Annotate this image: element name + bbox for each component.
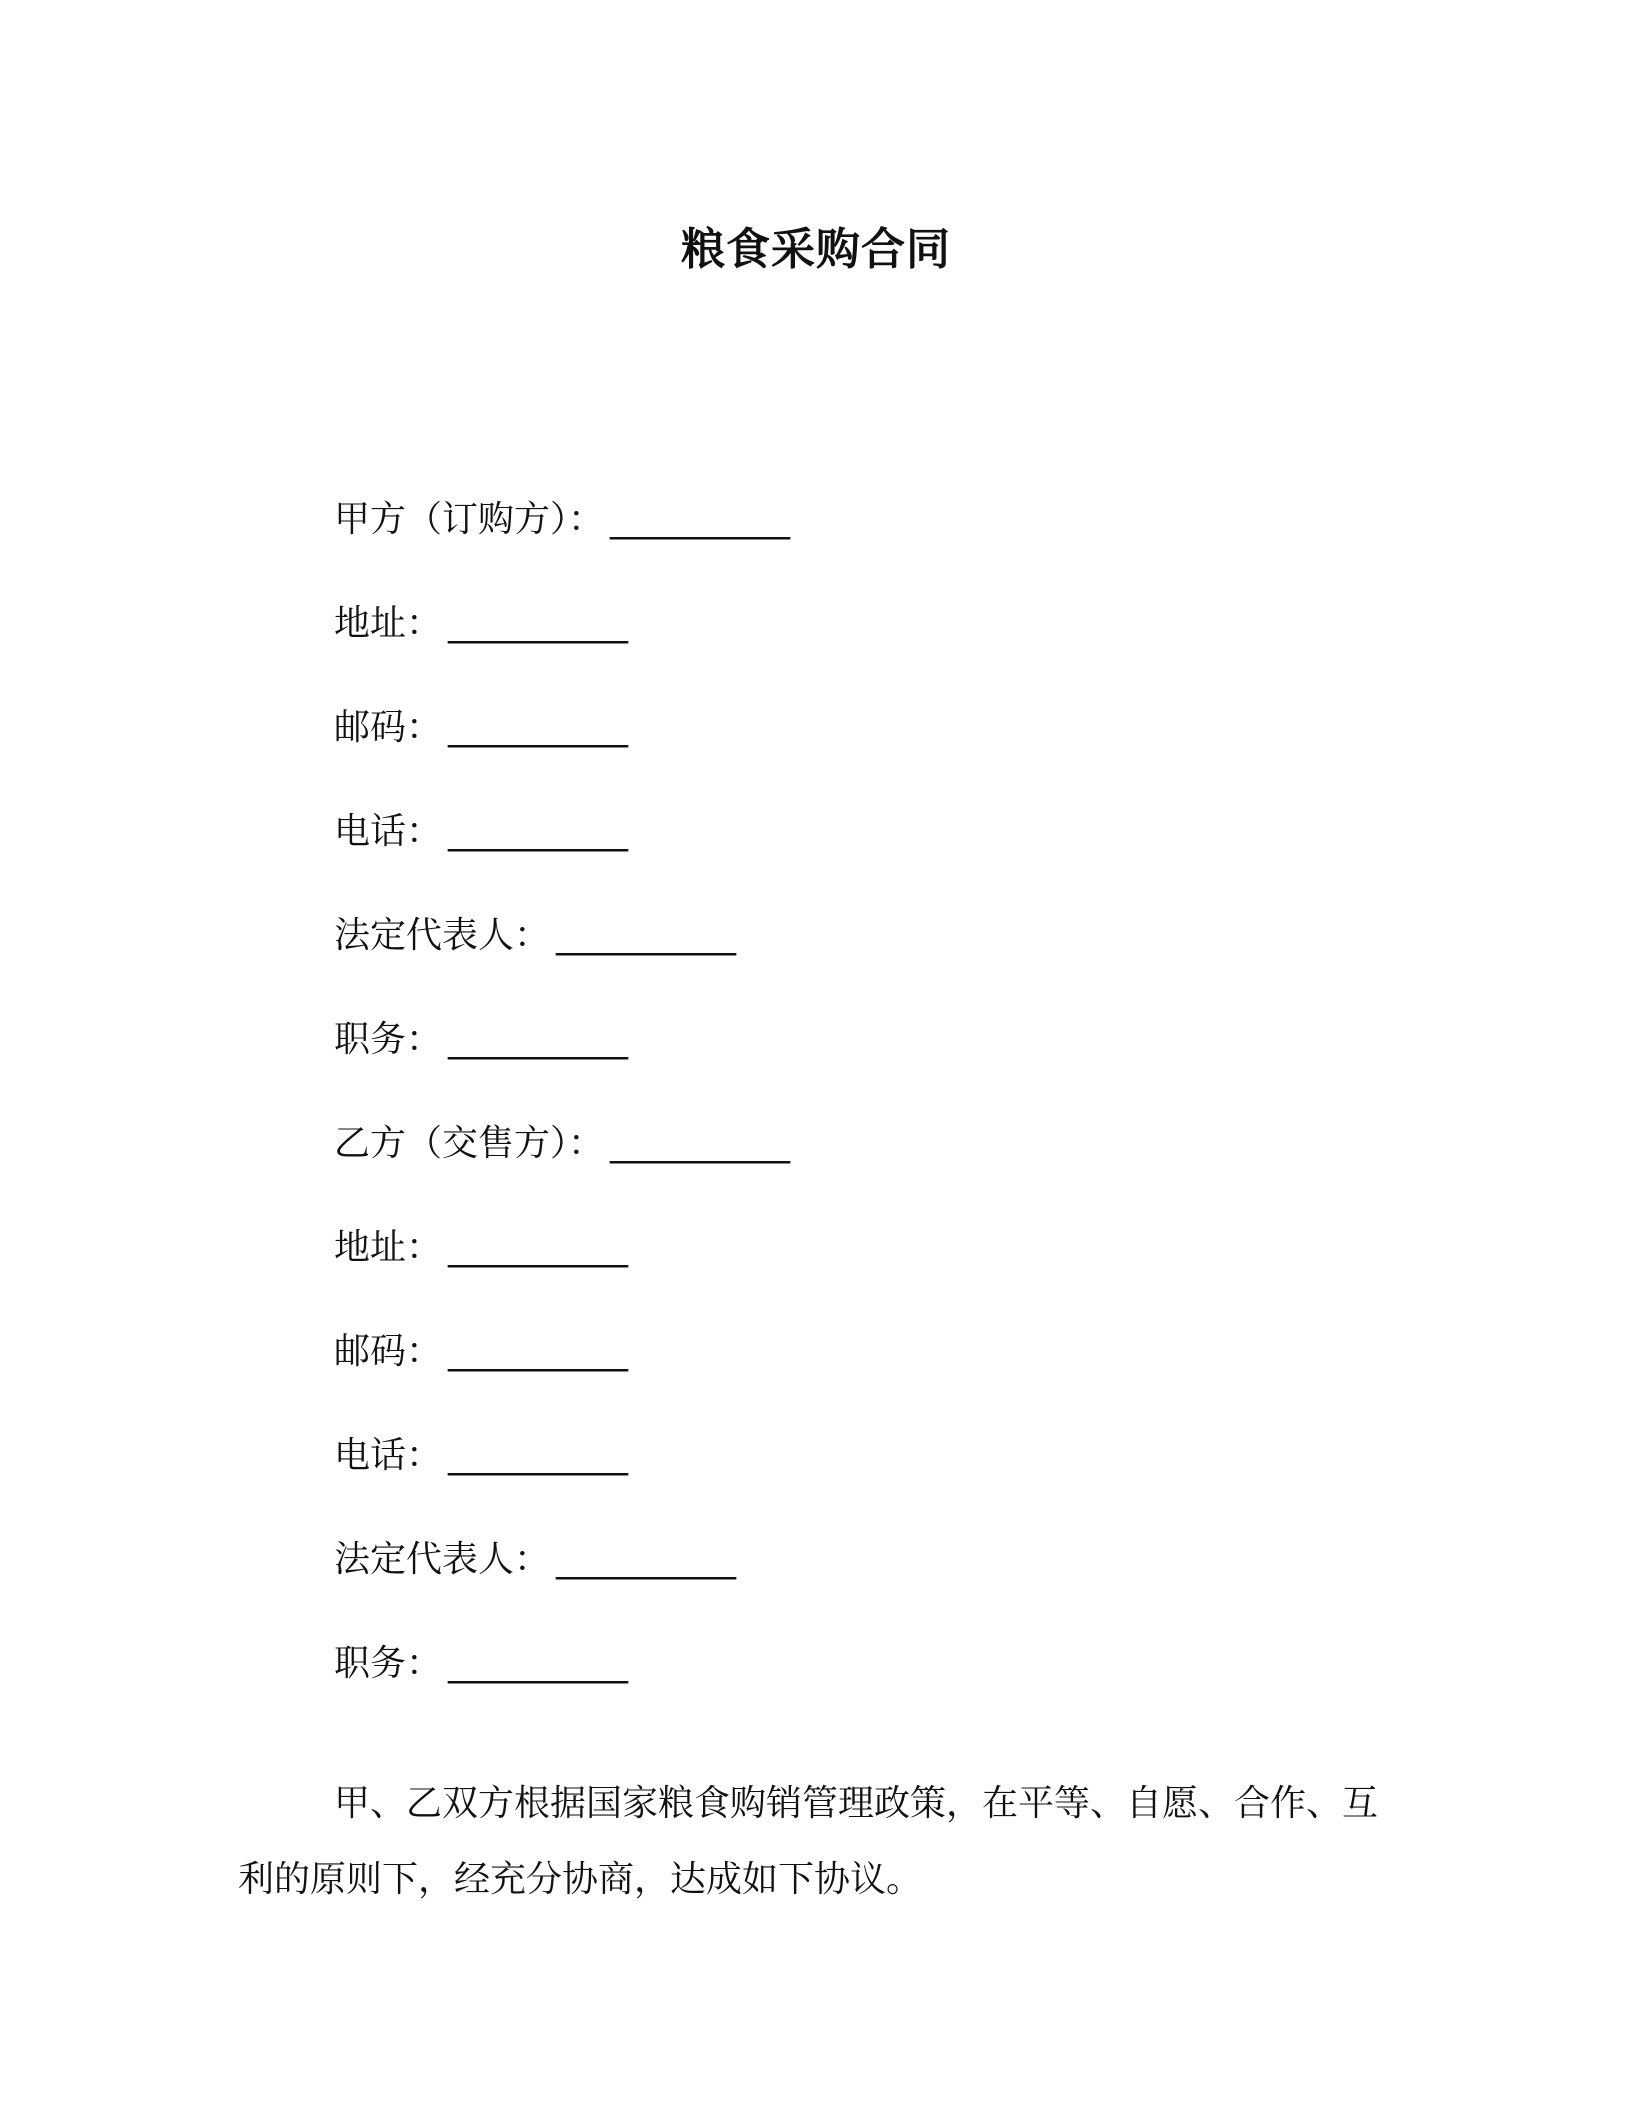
preamble-paragraph: 甲、乙双方根据国家粮食购销管理政策，在平等、自愿、合作、互利的原则下，经充分协商，达成如下协议。 bbox=[238, 1783, 1379, 1900]
party-b-position-field bbox=[334, 1634, 1434, 1738]
party-b-postcode-label: 邮码： bbox=[334, 1331, 443, 1372]
party-a-postcode-blank[interactable]: __________ bbox=[448, 707, 629, 748]
party-a-field bbox=[334, 490, 1434, 594]
party-b-postcode-field bbox=[334, 1322, 1434, 1426]
party-a-blank[interactable]: __________ bbox=[610, 499, 791, 540]
party-b-postcode-blank[interactable]: __________ bbox=[448, 1331, 629, 1372]
party-a-phone-label: 电话： bbox=[334, 811, 443, 852]
party-a-position-blank[interactable]: __________ bbox=[448, 1019, 629, 1060]
party-a-postcode-label: 邮码： bbox=[334, 707, 443, 748]
party-b-phone-field bbox=[334, 1426, 1434, 1530]
party-b-address-field bbox=[334, 1218, 1434, 1322]
party-b-phone-label: 电话： bbox=[334, 1435, 443, 1476]
party-b-field bbox=[334, 1114, 1434, 1218]
party-b-legal-rep-label: 法定代表人： bbox=[334, 1539, 551, 1580]
document-title: 粮食采购合同 bbox=[681, 224, 951, 275]
party-a-legal-rep-blank[interactable]: __________ bbox=[556, 915, 737, 956]
party-a-postcode-field bbox=[334, 698, 1434, 802]
party-b-blank[interactable]: __________ bbox=[610, 1123, 791, 1164]
party-a-address-label: 地址： bbox=[334, 603, 443, 644]
party-b-address-blank[interactable]: __________ bbox=[448, 1227, 629, 1268]
party-fields bbox=[334, 490, 1434, 1738]
party-a-position-label: 职务： bbox=[334, 1019, 443, 1060]
party-b-legal-rep-blank[interactable]: __________ bbox=[556, 1539, 737, 1580]
party-b-position-label: 职务： bbox=[334, 1643, 443, 1684]
party-a-legal-rep-label: 法定代表人： bbox=[334, 915, 551, 956]
party-b-legal-rep-field bbox=[334, 1530, 1434, 1634]
party-b-label: 乙方（交售方）： bbox=[334, 1123, 605, 1164]
party-a-phone-field bbox=[334, 802, 1434, 906]
party-a-label: 甲方（订购方）： bbox=[334, 499, 605, 540]
party-b-position-blank[interactable]: __________ bbox=[448, 1643, 629, 1684]
party-b-phone-blank[interactable]: __________ bbox=[448, 1435, 629, 1476]
party-a-address-field bbox=[334, 594, 1434, 698]
party-a-position-field bbox=[334, 1010, 1434, 1114]
party-a-legal-rep-field bbox=[334, 906, 1434, 1010]
party-b-address-label: 地址： bbox=[334, 1227, 443, 1268]
party-a-address-blank[interactable]: __________ bbox=[448, 603, 629, 644]
party-a-phone-blank[interactable]: __________ bbox=[448, 811, 629, 852]
